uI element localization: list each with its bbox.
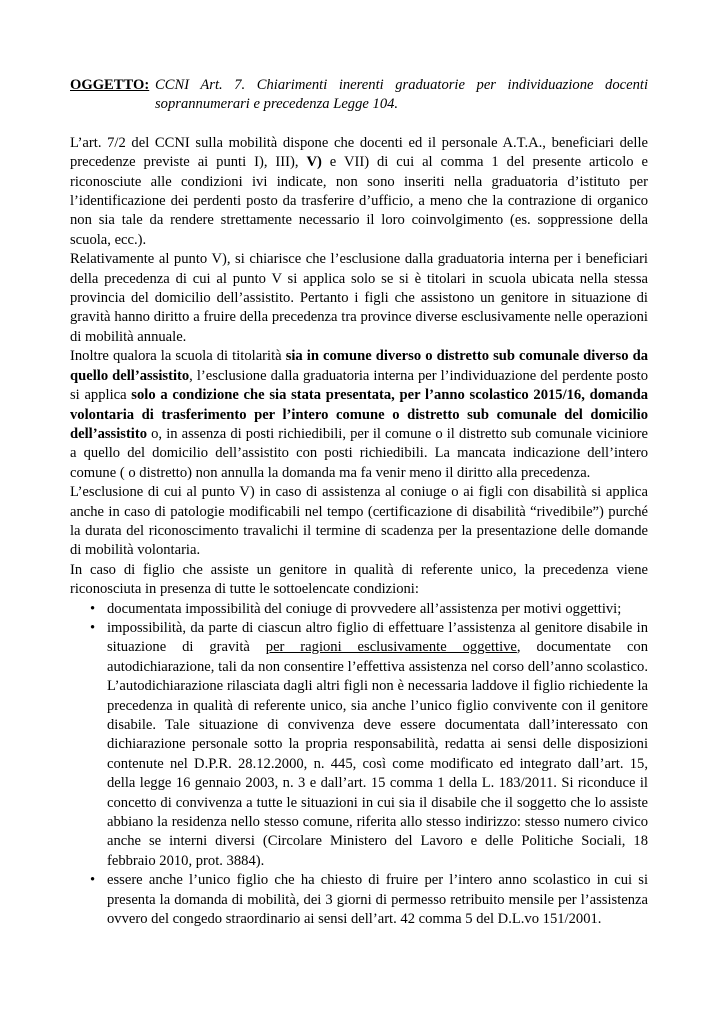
list-item-text-a: impossibilità, da parte di ciascun altro figlio di effettuare l’assistenza al genitore disabile in situazione di gravità	[107, 619, 648, 656]
paragraph-punto-v: Relativamente al punto V), si chiarisce che l’esclusione dalla graduatoria interna per i beneficiari della precedenza di cui al punto V si applica solo se si è titolari in scuola ubicata nella stessa provincia del domicilio dell’assistito. Pertanto i figli che assistono un genitore in situazione di gravità hanno diritto a fruire della precedenza tra province diverse esclusivamente nelle operazioni di mobilità annuale.	[70, 251, 648, 345]
list-item	[70, 871, 648, 929]
list-item	[70, 619, 648, 871]
list-item-text: essere anche l’unico figlio che ha chiesto di fruire per l’intero anno scolastico in cui si presenta la domanda di mobilità, dei 3 giorni di permesso retribuito mensile per l’assistenza ovvero del congedo straordinario ai sensi dell’art. 42 comma 5 del D.L.vo 151/2001.	[107, 872, 648, 928]
list-item-text: documentata impossibilità del coniuge di provvedere all’assistenza per motivi oggettivi;	[107, 600, 622, 617]
document-page	[70, 76, 648, 929]
conditions-list	[70, 600, 648, 930]
bullet-icon: •	[90, 872, 96, 889]
subject-line	[70, 76, 648, 115]
spacer	[70, 115, 648, 134]
bullet-icon: •	[90, 619, 96, 636]
p3-bold-b: sia in comune diverso o distretto sub comunale diverso da quello dell’assistito	[70, 348, 648, 384]
paragraph-referente-unico: In caso di figlio che assiste un genitore in qualità di referente unico, la precedenza viene riconosciuta in presenza di tutte le sottoelencate condizioni:	[70, 561, 648, 598]
bullet-icon: •	[90, 600, 96, 617]
underlined-phrase: per ragioni esclusivamente oggettive	[265, 639, 517, 656]
list-item-text-c: , documentate con autodichiarazione, tali da non consentire l’effettiva assistenza nel corso dell’anno scolastico. L’autodichiarazione rilasciata dagli altri figli non è necessaria laddove il figlio richiedente la precedenza in qualità di referente unico, sia anche l’unico figlio convivente con il genitore disabile. Tale situazione di convivenza deve essere documentata dall’interessato con dichiarazione personale sotto la propria responsabilità, redatta ai sensi delle disposizioni contenute nel D.P.R. 28.12.2000, n. 445, così come modificato ed integrato dall’art. 15, della legge 16 gennaio 2003, n. 3 e dall’art. 15 comma 1 della L. 183/2011. Si riconduce il concetto di convivenza a tutte le situazioni in cui sia il disabile che il soggetto che lo assiste abbiano la residenza nello stesso comune, riferita allo stesso indirizzo: stesso numero civico anche se interni diversi (Circolare Ministero del Lavoro e delle Politiche Sociali, 18 febbraio 2010, prot. 3884).	[107, 639, 649, 869]
list-item	[70, 600, 648, 619]
paragraph-comune-diverso	[70, 347, 648, 483]
p3-text-a: Inoltre qualora la scuola di titolarità	[70, 348, 286, 365]
p1-bold-point-v: V)	[306, 154, 322, 171]
p1-text-a: L’art. 7/2 del CCNI sulla mobilità dispone che docenti ed il personale A.T.A., beneficiari delle precedenze previste ai punti I), III),	[70, 134, 648, 171]
subject-text: CCNI Art. 7. Chiarimenti inerenti graduatorie per individuazione docenti soprannumerari e precedenza Legge 104.	[155, 77, 648, 113]
p1-text-c: e VII) di cui al comma 1 del presente articolo e riconosciute alle condizioni ivi indicate, non sono inseriti nella graduatoria d’istituto per l’identificazione dei perdenti posto da trasferire d’ufficio, a meno che la contrazione di organico non sia tale da rendere strettamente necessario il loro coinvolgimento (es. soppressione della scuola, ecc.).	[70, 154, 648, 248]
paragraph-art-7-2	[70, 134, 648, 250]
subject-label: OGGETTO:	[70, 77, 150, 93]
p3-bold-d: solo a condizione che sia stata presentata, per l’anno scolastico 2015/16, domanda volontaria di trasferimento per l’intero comune o distretto sub comunale del domicilio dell’assistito	[70, 387, 648, 442]
p3-text-c: , l’esclusione dalla graduatoria interna per l’individuazione del perdente posto si applica	[70, 367, 648, 404]
paragraph-esclusione: L’esclusione di cui al punto V) in caso di assistenza al coniuge o ai figli con disabilità si applica anche in caso di patologie modificabili nel tempo (certificazione di disabilità “rivedibile”) purché la durata del riconoscimento travalichi il termine di scadenza per la presentazione delle domande di mobilità volontaria.	[70, 484, 648, 559]
p3-text-e: o, in assenza di posti richiedibili, per il comune o il distretto sub comunale viciniore a quello del domicilio dell’assistito con posti richiedibili. La mancata indicazione dell’intero comune ( o distretto) non annulla la domanda ma fa venir meno il diritto alla precedenza.	[70, 425, 648, 481]
